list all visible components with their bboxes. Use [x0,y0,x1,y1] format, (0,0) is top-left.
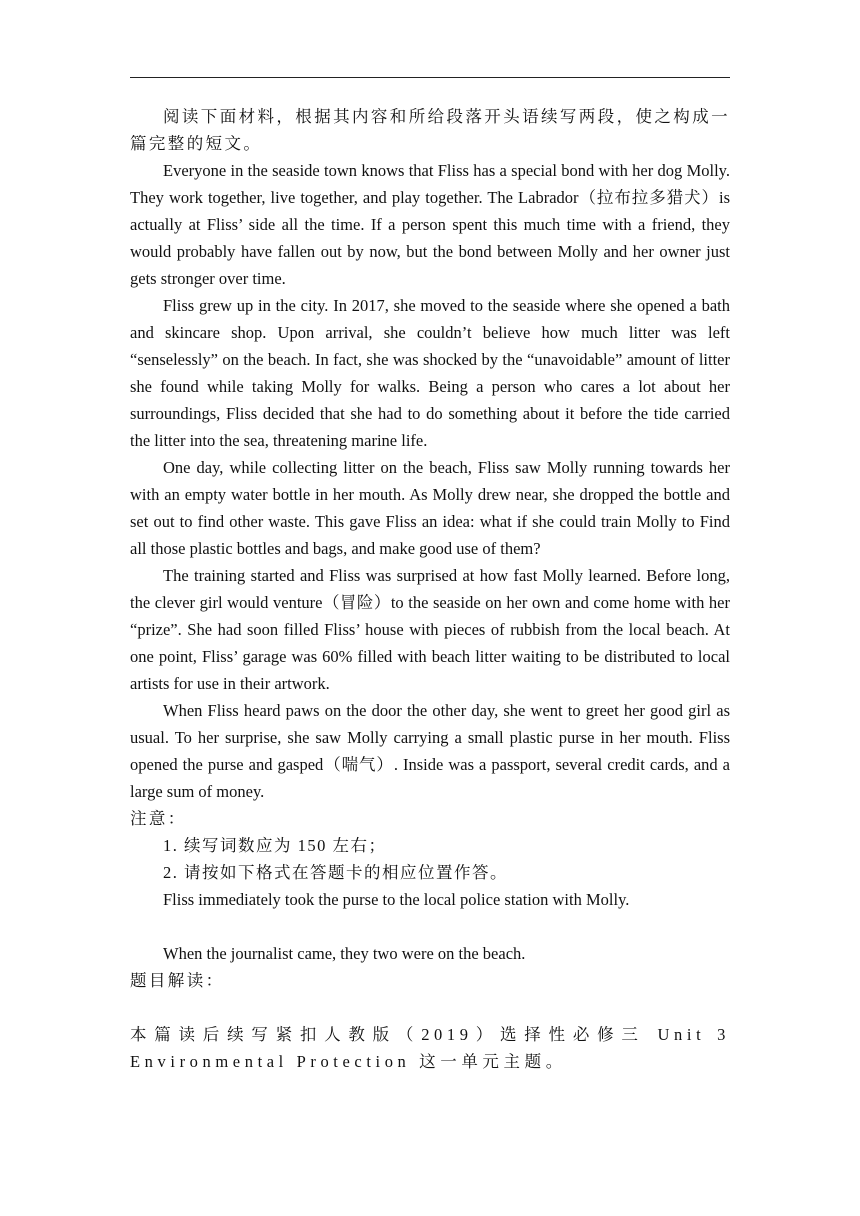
story-paragraph-5: When Fliss heard paws on the door the other day, she went to greet her good girl as usual. To her surprise, she saw Molly carrying a small plastic purse in her mouth. Fliss opened the purse and gasped（喘气）. Inside was a passport, several credit cards, and a large sum of money. [130,701,730,801]
blank-line [130,913,730,940]
continuation-starter-2: When the journalist came, they two were on the beach. [163,944,526,963]
continuation-starter-1: Fliss immediately took the purse to the local police station with Molly. [163,890,630,909]
analysis-text: 本篇读后续写紧扣人教版（2019）选择性必修三 Unit 3 Environmental Protection 这一单元主题。 [130,1025,730,1071]
instruction-text: 阅读下面材料，根据其内容和所给段落开头语续写两段，使之构成一篇完整的短文。 [130,107,730,153]
story-paragraph-3: One day, while collecting litter on the beach, Fliss saw Molly running towards her with an empty water bottle in her mouth. As Molly drew near, she dropped the bottle and set out to find other waste. This gave Fliss an idea: what if she could train Molly to Find all those plastic bottles and bags, and make good use of them? [130,458,730,558]
story-paragraph-2: Fliss grew up in the city. In 2017, she moved to the seaside where she opened a bath and skincare shop. Upon arrival, she couldn’t believe how much litter was left “senselessly” on the beach. In fact, she was shocked by the “unavoidable” amount of litter she found while taking Molly for walks. Being a person who cares a lot about her surroundings, Fliss decided that she had to do something about it before the tide carried the litter into the sea, threatening marine life. [130,296,730,450]
story-paragraph-4: The training started and Fliss was surprised at how fast Molly learned. Before long, the clever girl would venture（冒险）to the seaside on her own and come home with her “prize”. She had soon filled Fliss’ house with pieces of rubbish from the local beach. At one point, Fliss’ garage was 60% filled with beach litter waiting to be distributed to local artists for use in their artwork. [130,566,730,693]
analysis-label: 题目解读： [130,971,225,990]
notes-label: 注意： [130,809,187,828]
section-gap [130,994,730,1021]
story-paragraph-1: Everyone in the seaside town knows that Fliss has a special bond with her dog Molly. They work together, live together, and play together. The Labrador（拉布拉多猎犬）is actually at Fliss’ side all the time. If a person spent this much time with a friend, they would probably have fallen out by now, but the bond between Molly and her owner just gets stronger over time. [130,161,730,288]
header-rule [130,77,730,78]
note-item-1: 1. 续写词数应为 150 左右； [163,836,387,855]
note-item-2: 2. 请按如下格式在答题卡的相应位置作答。 [163,863,508,882]
document-body [130,103,730,1075]
